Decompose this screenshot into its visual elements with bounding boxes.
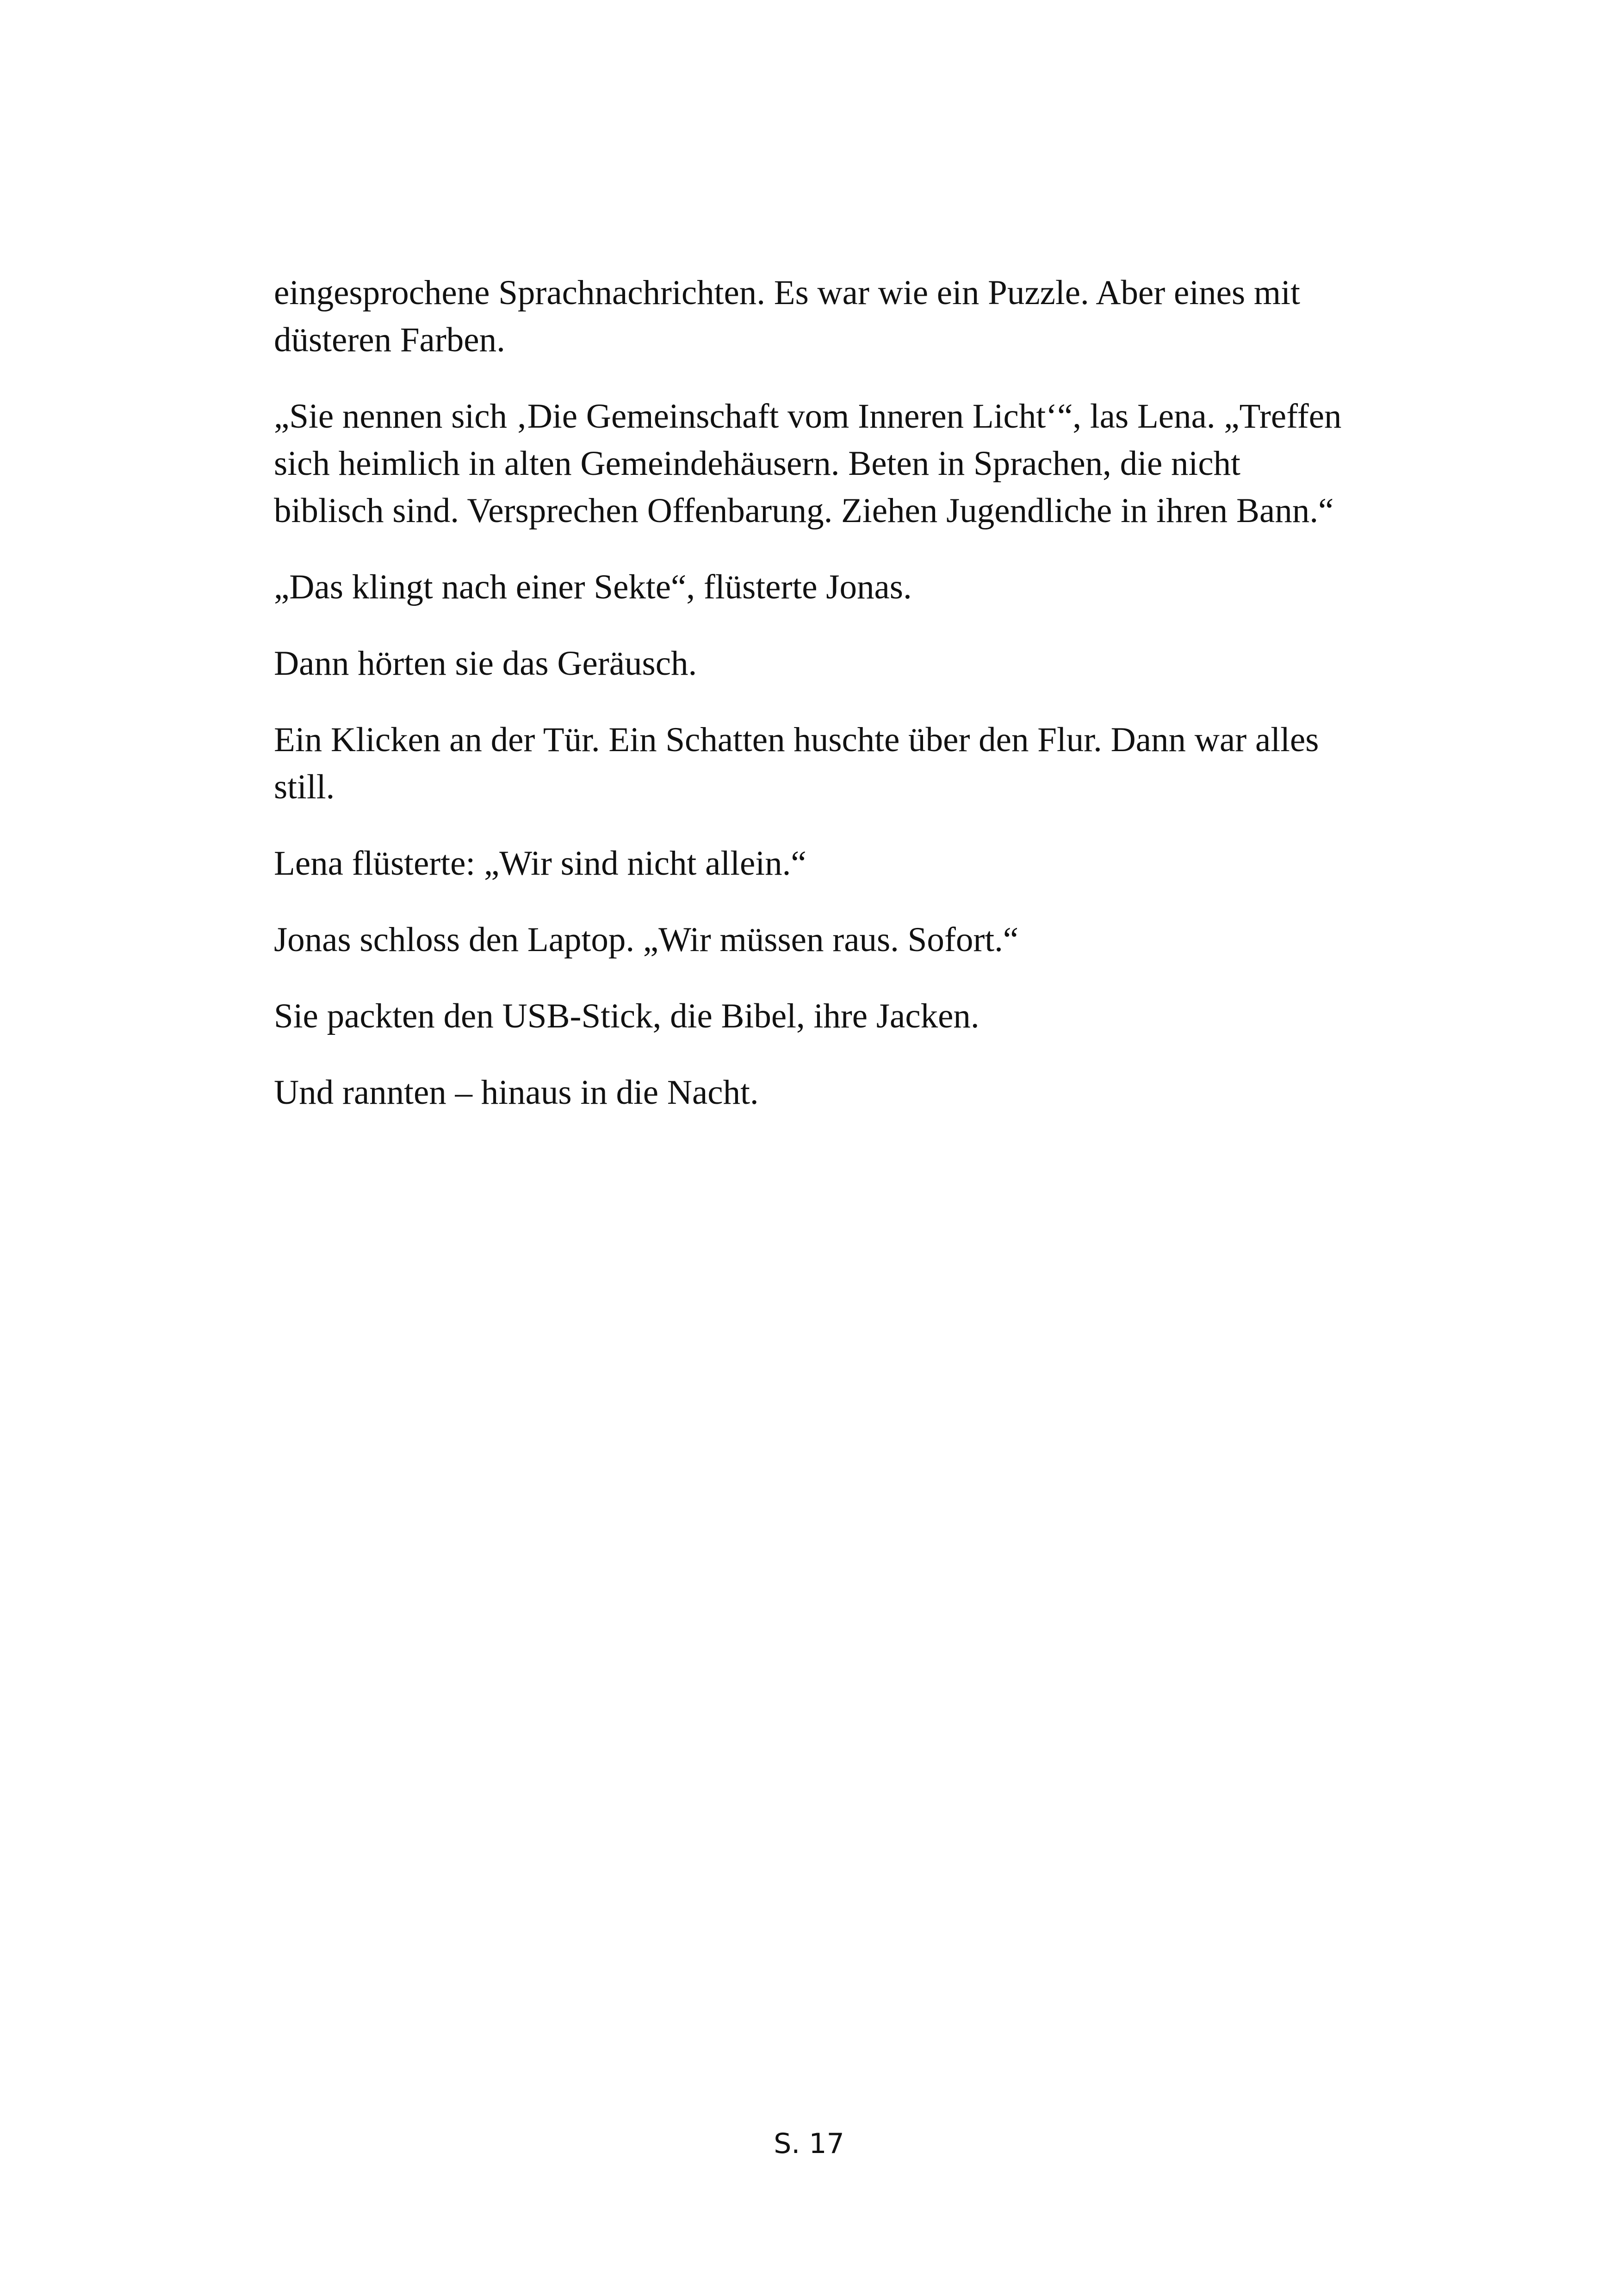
paragraph: Ein Klicken an der Tür. Ein Schatten huschte über den Flur. Dann war alles still. (274, 721, 1319, 806)
paragraph: Dann hörten sie das Geräusch. (274, 644, 697, 683)
paragraph: Sie packten den USB-Stick, die Bibel, ihre Jacken. (274, 997, 979, 1035)
paragraph: Lena flüsterte: „Wir sind nicht allein.“ (274, 844, 806, 883)
paragraph: Und rannten – hinaus in die Nacht. (274, 1073, 759, 1112)
page-number: S. 17 (774, 2128, 844, 2160)
paragraph: eingesprochene Sprachnachrichten. Es war wie ein Puzzle. Aber eines mit düsteren Farben. (274, 274, 1300, 359)
paragraph: Jonas schloss den Laptop. „Wir müssen raus. Sofort.“ (274, 921, 1019, 959)
body-text (274, 269, 1352, 1145)
paragraph: „Das klingt nach einer Sekte“, flüsterte Jonas. (274, 568, 912, 606)
paragraph: „Sie nennen sich ‚Die Gemeinschaft vom Inneren Licht‘“, las Lena. „Treffen sich heimlich in alten Gemeindehäusern. Beten in Sprachen, die nicht biblisch sind. Versprechen Offenbarung. Ziehen Jugendliche in ihren Bann.“ (274, 397, 1342, 530)
